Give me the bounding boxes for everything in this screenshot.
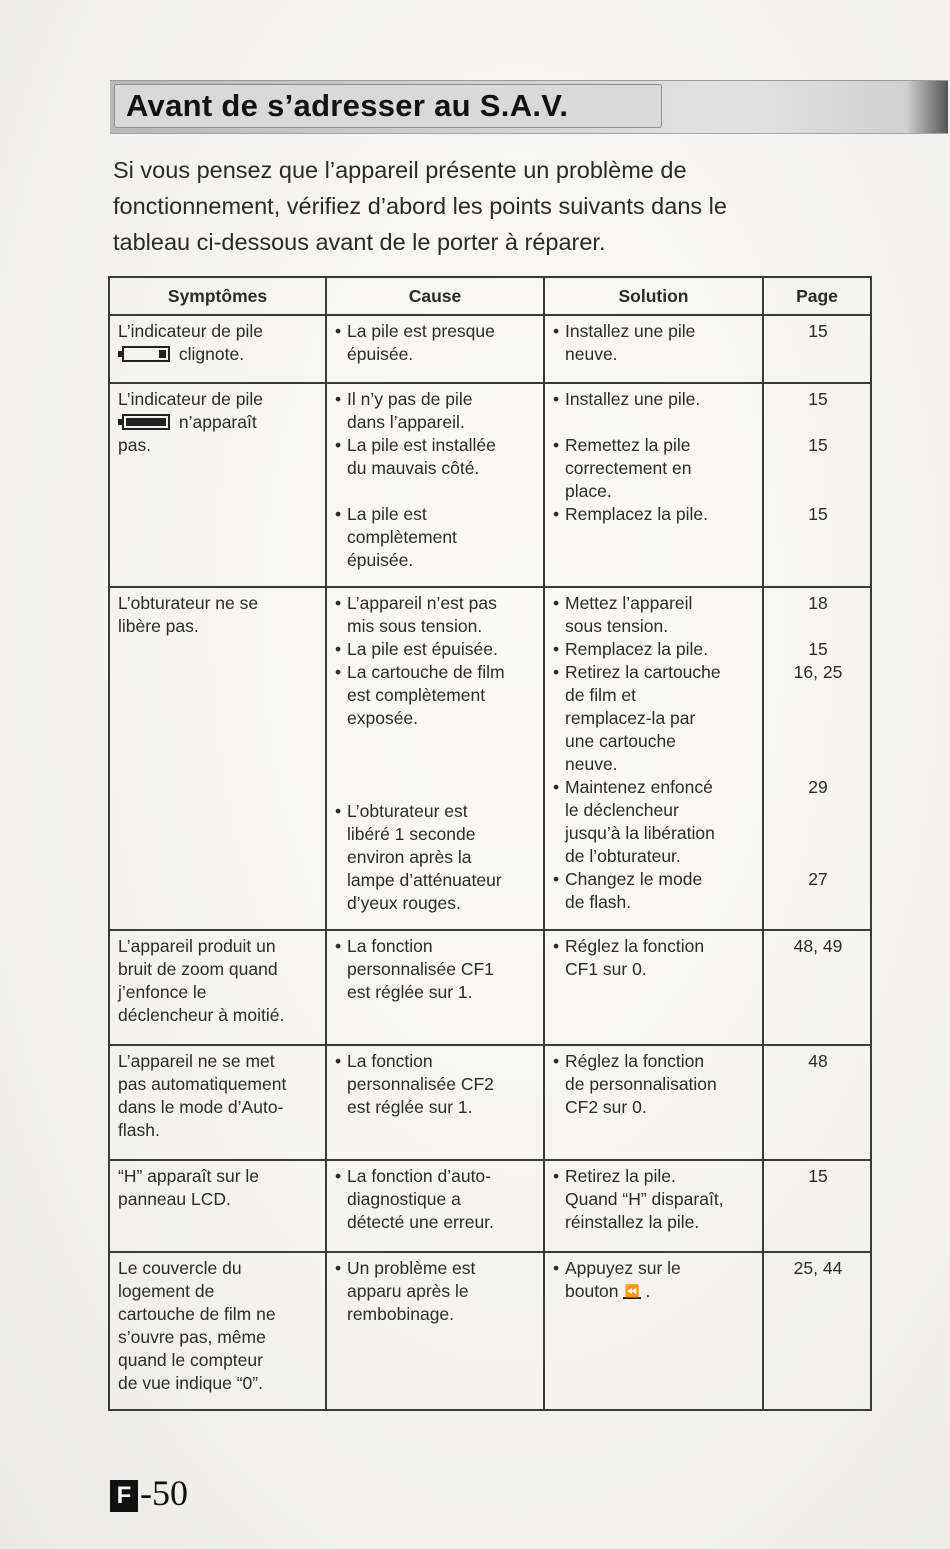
header-solution: Solution <box>544 277 763 315</box>
table-row <box>109 930 871 1045</box>
cause-item: • La pile est presque épuisée. <box>335 320 537 366</box>
cause-item: • La fonction d’auto- diagnostique a détecté une erreur. <box>335 1165 537 1234</box>
header-page: Page <box>763 277 871 315</box>
cause-item: • Un problème est apparu après le rembobinage. <box>335 1257 537 1326</box>
page-cell <box>763 1252 871 1410</box>
solution-cell <box>544 315 763 383</box>
page-number: -50 <box>140 1473 188 1513</box>
page-ref: 25, 44 <box>793 1258 843 1278</box>
page-ref: 18 <box>808 593 828 613</box>
symptom-text: L’appareil produit un bruit de zoom quand j’enfonce le déclencheur à moitié. <box>118 936 285 1025</box>
cause-item: • La pile est installée du mauvais côté. <box>335 434 537 480</box>
cause-item: • La fonction personnalisée CF2 est réglée sur 1. <box>335 1050 537 1119</box>
cause-item: • La pile est épuisée. <box>335 638 537 661</box>
solution-item <box>553 1257 756 1303</box>
solution-item: • Installez une pile. <box>553 388 756 411</box>
solution-cell <box>544 1252 763 1410</box>
page-ref: 15 <box>808 435 828 455</box>
solution-item: • Retirez la pile. Quand “H” disparaît, réinstallez la pile. <box>553 1165 756 1234</box>
solution-item: • Installez une pile neuve. <box>553 320 756 366</box>
symptom-cell <box>109 587 326 930</box>
page-ref: 15 <box>808 321 828 341</box>
table-row <box>109 1252 871 1410</box>
solution-item: • Mettez l’appareil sous tension. <box>553 592 756 638</box>
solution-cell <box>544 1045 763 1160</box>
page-cell <box>763 930 871 1045</box>
symptom-cell <box>109 930 326 1045</box>
symptom-cell <box>109 1252 326 1410</box>
symptom-text: clignote. <box>178 344 245 364</box>
intro-line: tableau ci-dessous avant de le porter à réparer. <box>113 229 606 255</box>
solution-cell <box>544 587 763 930</box>
symptom-text: L’obturateur ne se libère pas. <box>118 593 259 636</box>
cause-cell <box>326 930 544 1045</box>
symptom-text: “H” apparaît sur le panneau LCD. <box>118 1166 260 1209</box>
page-footer <box>110 1474 188 1512</box>
solution-cell <box>544 383 763 587</box>
rewind-button-icon: ⏪ <box>624 1284 640 1298</box>
table-header-row <box>109 277 871 315</box>
cause-cell <box>326 315 544 383</box>
symptom-cell <box>109 1160 326 1252</box>
solution-item: • Maintenez enfoncé le déclencheur jusqu’à la libération de l’obturateur. <box>553 776 756 868</box>
page-cell <box>763 383 871 587</box>
table-row <box>109 1160 871 1252</box>
cause-cell <box>326 383 544 587</box>
battery-full-icon <box>122 414 170 430</box>
symptom-text: Le couvercle du logement de cartouche de film ne s’ouvre pas, même quand le compteur de vue indique “0”. <box>118 1258 276 1393</box>
page-ref: 15 <box>808 389 828 409</box>
cause-cell <box>326 1252 544 1410</box>
table-row <box>109 587 871 930</box>
cause-cell <box>326 1045 544 1160</box>
solution-cell <box>544 1160 763 1252</box>
page-ref: 15 <box>808 1166 828 1186</box>
symptom-cell <box>109 315 326 383</box>
page-ref: 16, 25 <box>793 662 843 682</box>
intro-paragraph <box>113 152 833 260</box>
battery-low-icon <box>122 346 170 362</box>
symptom-text: L’indicateur de pile <box>118 321 263 341</box>
intro-line: Si vous pensez que l’appareil présente un problème de <box>113 157 687 183</box>
table-row <box>109 383 871 587</box>
table-row <box>109 315 871 383</box>
symptom-text: L’indicateur de pile <box>118 389 263 409</box>
cause-item: • Il n’y pas de pile dans l’appareil. <box>335 388 537 434</box>
page-cell <box>763 1045 871 1160</box>
page-ref: 29 <box>808 777 828 797</box>
page-cell <box>763 587 871 930</box>
table-row <box>109 1045 871 1160</box>
cause-item: • L’appareil n’est pas mis sous tension. <box>335 592 537 638</box>
cause-cell <box>326 587 544 930</box>
header-cause: Cause <box>326 277 544 315</box>
solution-item: • Retirez la cartouche de film et remplacez-la par une cartouche neuve. <box>553 661 756 776</box>
solution-item: • Remettez la pile correctement en place. <box>553 434 756 503</box>
symptom-text: L’appareil ne se met pas automatiquement dans le mode d’Auto- flash. <box>118 1051 287 1140</box>
header-symptoms: Symptômes <box>109 277 326 315</box>
page-title: Avant de s’adresser au S.A.V. <box>126 88 569 123</box>
troubleshooting-table <box>108 276 872 1411</box>
cause-item: • La fonction personnalisée CF1 est réglée sur 1. <box>335 935 537 1004</box>
cause-item: • La cartouche de film est complètement exposée. <box>335 661 537 730</box>
symptom-text: n’apparaît pas. <box>118 412 257 455</box>
solution-item: • Réglez la fonction de personnalisation CF2 sur 0. <box>553 1050 756 1119</box>
cause-item: • L’obturateur est libéré 1 seconde environ après la lampe d’atténuateur d’yeux rouges. <box>335 800 537 915</box>
page-ref: 48, 49 <box>793 936 843 956</box>
page-cell <box>763 315 871 383</box>
cause-cell <box>326 1160 544 1252</box>
solution-text: Appuyez sur le bouton <box>565 1258 681 1301</box>
page-ref: 27 <box>808 869 828 889</box>
solution-text: . <box>645 1281 651 1301</box>
solution-item: • Remplacez la pile. <box>553 638 756 661</box>
cause-item: • La pile est complètement épuisée. <box>335 503 537 572</box>
intro-line: fonctionnement, vérifiez d’abord les points suivants dans le <box>113 193 727 219</box>
page-cell <box>763 1160 871 1252</box>
solution-item: • Remplacez la pile. <box>553 503 756 526</box>
solution-item: • Changez le mode de flash. <box>553 868 756 914</box>
symptom-cell <box>109 1045 326 1160</box>
page-ref: 48 <box>808 1051 828 1071</box>
page-ref: 15 <box>808 504 828 524</box>
solution-item: • Réglez la fonction CF1 sur 0. <box>553 935 756 981</box>
symptom-cell <box>109 383 326 587</box>
language-badge: F <box>110 1480 138 1512</box>
solution-cell <box>544 930 763 1045</box>
page-ref: 15 <box>808 639 828 659</box>
